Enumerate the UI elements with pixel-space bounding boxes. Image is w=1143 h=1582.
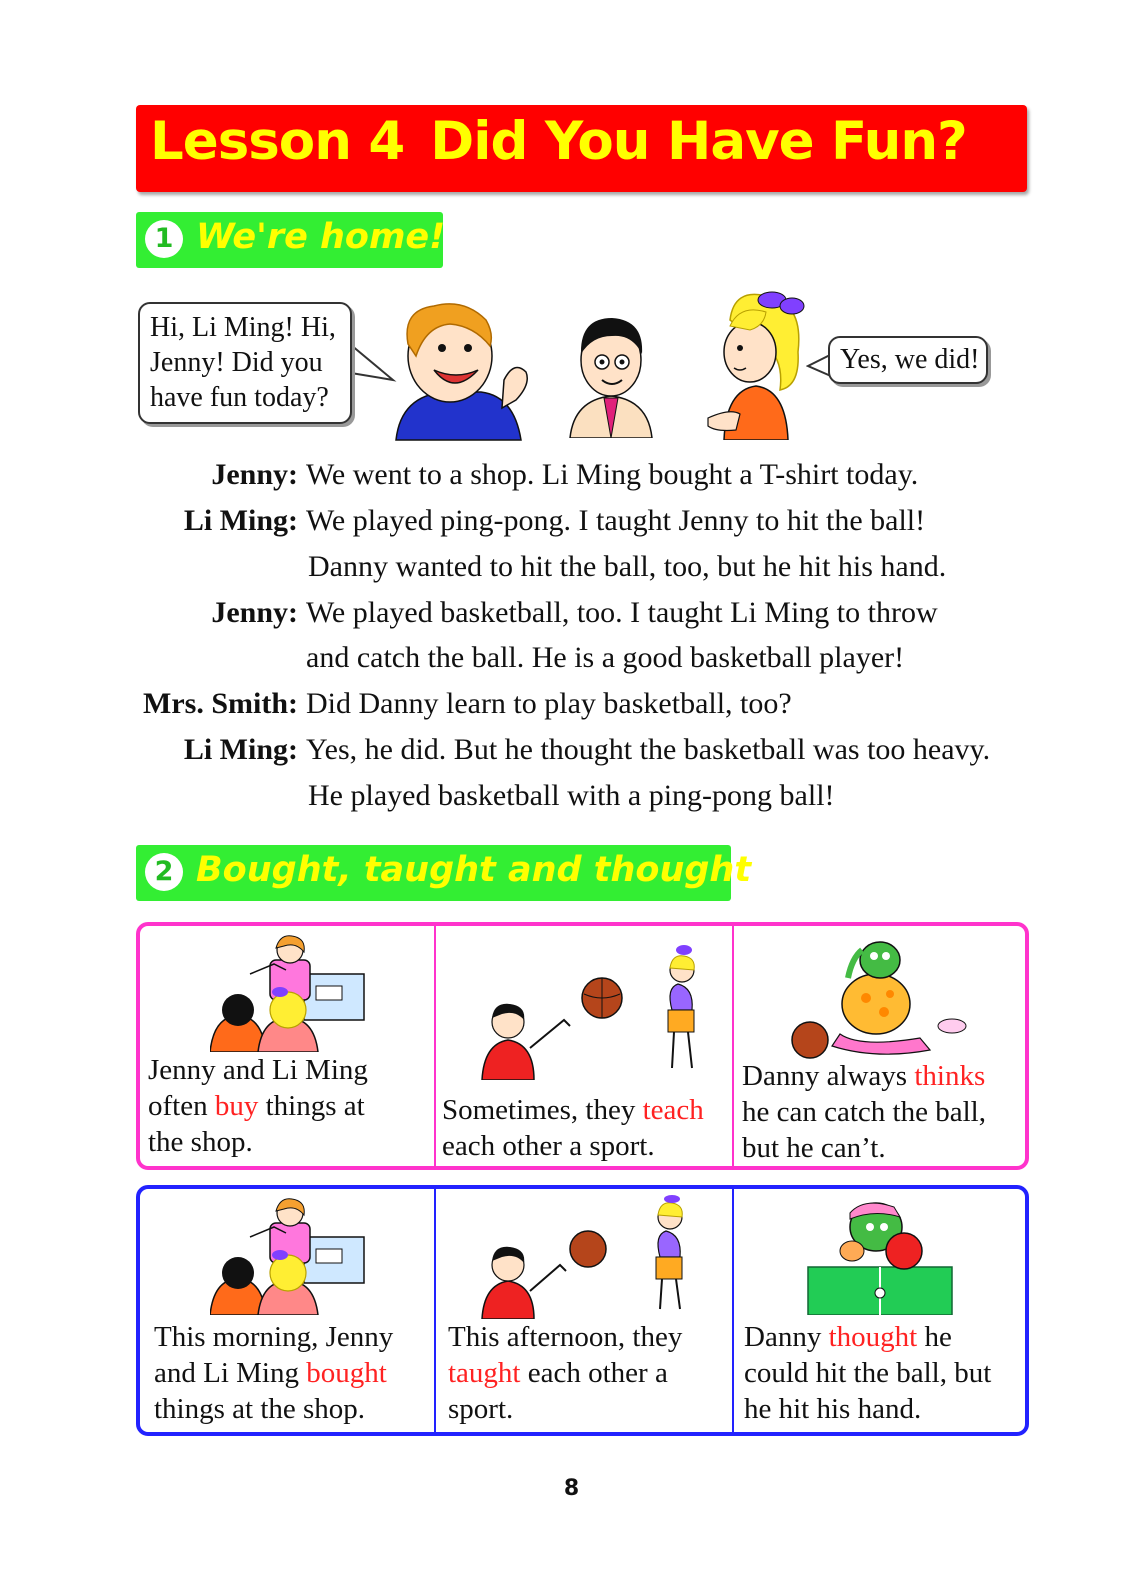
teach-illustration: [472, 940, 712, 1080]
past-caption-1-line-1: This morning, Jenny: [154, 1321, 394, 1353]
lesson-number: Lesson 4: [150, 111, 405, 172]
keyword-bought: bought: [306, 1357, 387, 1389]
dialogue-speaker-1: Jenny:: [211, 458, 298, 491]
dialogue-line-5: and catch the ball. He is a good basketball player!: [306, 641, 905, 674]
past-caption-2-line-2: [448, 1355, 682, 1391]
keyword-taught: taught: [448, 1357, 521, 1389]
present-caption-1: [148, 1052, 368, 1160]
present-tense-box: [136, 922, 1029, 1170]
section-1-header: [136, 212, 446, 268]
present-caption-1-line-2: [148, 1088, 368, 1124]
present-caption-2-text-a: Sometimes, they: [442, 1094, 643, 1126]
danny-ping-pong-illustration: [804, 1197, 954, 1315]
present-caption-1-line-1: Jenny and Li Ming: [148, 1054, 368, 1086]
dialogue-line-4: We played basketball, too. I taught Li Ming to throw: [306, 596, 938, 629]
shop-illustration-past: [210, 1197, 370, 1315]
dialogue-line-3: Danny wanted to hit the ball, too, but he hit his hand.: [308, 550, 947, 583]
past-caption-2-text-b: each other a: [520, 1357, 668, 1389]
lesson-heading: Did You Have Fun?: [430, 111, 967, 172]
bubble-left-line-1: Hi, Li Ming! Hi,: [150, 312, 336, 343]
present-caption-1-line-3: the shop.: [148, 1126, 253, 1158]
past-caption-3-text-a: Danny: [744, 1321, 829, 1353]
speech-bubble-right: [806, 336, 992, 396]
speech-bubble-left: [138, 302, 388, 430]
present-caption-2-line-1: [442, 1092, 704, 1128]
present-caption-3-text-a: Danny always: [742, 1060, 915, 1092]
section-1-number: 1: [145, 220, 183, 258]
past-caption-1-line-2: [154, 1355, 393, 1391]
bubble-left-line-2: Jenny! Did you: [150, 347, 323, 378]
section-1-title: We're home!: [196, 217, 446, 257]
past-caption-2: [448, 1319, 682, 1427]
section-2-header: [136, 845, 752, 901]
bubble-right-text: Yes, we did!: [828, 336, 988, 384]
past-caption-1-text-a: and Li Ming: [154, 1357, 307, 1389]
present-divider-2: [732, 926, 734, 1166]
shop-illustration: [210, 934, 370, 1052]
keyword-buy: buy: [214, 1090, 259, 1122]
present-caption-1-text-a: often: [148, 1090, 215, 1122]
keyword-teach: teach: [642, 1094, 704, 1126]
past-caption-3-line-1: [744, 1319, 991, 1355]
dialogue-speaker-2: Li Ming:: [183, 504, 298, 537]
present-caption-3-line-2: he can catch the ball,: [742, 1096, 986, 1128]
past-caption-2-line-3: sport.: [448, 1393, 514, 1425]
taught-illustration: [472, 1195, 692, 1319]
past-caption-2-line-1: This afternoon, they: [448, 1321, 683, 1353]
section-2-number: 2: [145, 853, 183, 891]
keyword-thought: thought: [828, 1321, 918, 1353]
bubble-left-text: [138, 302, 352, 424]
past-caption-3: [744, 1319, 991, 1427]
dialogue-line-8: He played basketball with a ping-pong ball!: [308, 779, 835, 812]
li-ming-illustration: [566, 310, 656, 438]
present-divider-1: [434, 926, 436, 1166]
past-divider-2: [732, 1189, 734, 1432]
past-caption-3-line-2: could hit the ball, but: [744, 1357, 992, 1389]
jenny-illustration: [700, 290, 810, 440]
danny-illustration: [386, 300, 536, 445]
dialogue-line-2: We played ping-pong. I taught Jenny to hit the ball!: [306, 504, 926, 537]
lesson-title: [150, 111, 967, 172]
present-caption-3: [742, 1058, 986, 1166]
dialogue-speaker-4: Mrs. Smith:: [143, 687, 298, 720]
dialogue-line-6: Did Danny learn to play basketball, too?: [306, 687, 792, 720]
dialogue-speaker-3: Jenny:: [211, 596, 298, 629]
present-caption-1-text-b: things at: [258, 1090, 365, 1122]
past-tense-box: [136, 1185, 1029, 1436]
section-2-title: Bought, taught and thought: [196, 850, 752, 890]
present-caption-2-line-2: each other a sport.: [442, 1130, 655, 1162]
past-caption-3-text-b: he: [917, 1321, 952, 1353]
past-caption-1-line-3: things at the shop.: [154, 1393, 366, 1425]
past-caption-1: [154, 1319, 393, 1427]
present-caption-2: [442, 1092, 704, 1164]
page-number: 8: [563, 1476, 580, 1501]
past-divider-1: [434, 1189, 436, 1432]
dialogue-speaker-5: Li Ming:: [183, 733, 298, 766]
dialogue-line-7: Yes, he did. But he thought the basketball was too heavy.: [306, 733, 991, 766]
keyword-thinks: thinks: [914, 1060, 986, 1092]
bubble-left-line-3: have fun today?: [150, 382, 329, 413]
danny-sitting-illustration: [780, 938, 970, 1060]
past-caption-3-line-3: he hit his hand.: [744, 1393, 922, 1425]
lesson-title-banner: [136, 105, 1027, 192]
present-caption-3-line-3: but he can’t.: [742, 1132, 886, 1164]
dialogue-line-1: We went to a shop. Li Ming bought a T-shirt today.: [306, 458, 919, 491]
present-caption-3-line-1: [742, 1058, 986, 1094]
